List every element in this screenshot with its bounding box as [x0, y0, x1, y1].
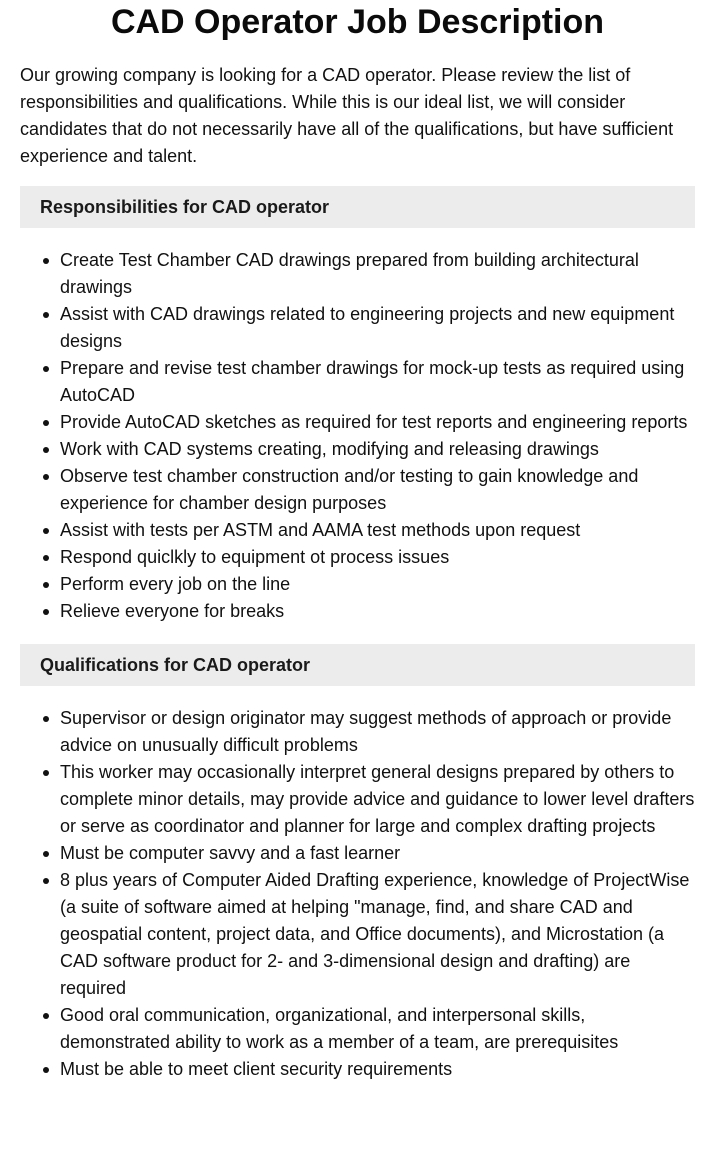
list-item: Work with CAD systems creating, modifying and releasing drawings [60, 436, 695, 463]
list-item: 8 plus years of Computer Aided Drafting experience, knowledge of ProjectWise (a suite of software aimed at helping "manage, find, and share CAD and geospatial content, project data, and Office documents), and Microstation (a CAD software product for 2- and 3-dimensional design and drafting) are required [60, 867, 695, 1002]
list-item: Respond quiclkly to equipment ot process issues [60, 544, 695, 571]
responsibilities-list [20, 247, 695, 625]
list-item: Supervisor or design originator may suggest methods of approach or provide advice on unusually difficult problems [60, 705, 695, 759]
list-item: Must be able to meet client security requirements [60, 1056, 695, 1083]
list-item: Good oral communication, organizational, and interpersonal skills, demonstrated ability to work as a member of a team, are prerequisites [60, 1002, 695, 1056]
list-item: Create Test Chamber CAD drawings prepared from building architectural drawings [60, 247, 695, 301]
list-item: Relieve everyone for breaks [60, 598, 695, 625]
page-title: CAD Operator Job Description [110, 3, 605, 41]
list-item: Assist with tests per ASTM and AAMA test methods upon request [60, 517, 695, 544]
intro-paragraph: Our growing company is looking for a CAD operator. Please review the list of responsibilities and qualifications. While this is our ideal list, we will consider candidates that do not necessarily have all of the qualifications, but have sufficient experience and talent. [20, 65, 674, 166]
list-item: Perform every job on the line [60, 571, 695, 598]
list-item: Observe test chamber construction and/or testing to gain knowledge and experience for chamber design purposes [60, 463, 695, 517]
list-item: Prepare and revise test chamber drawings for mock-up tests as required using AutoCAD [60, 355, 695, 409]
responsibilities-heading: Responsibilities for CAD operator [20, 186, 695, 228]
list-item: This worker may occasionally interpret general designs prepared by others to complete minor details, may provide advice and guidance to lower level drafters or serve as coordinator and planner for large and complex drafting projects [60, 759, 695, 840]
qualifications-heading: Qualifications for CAD operator [20, 644, 695, 686]
qualifications-list [20, 705, 695, 1083]
list-item: Must be computer savvy and a fast learner [60, 840, 695, 867]
list-item: Assist with CAD drawings related to engineering projects and new equipment designs [60, 301, 695, 355]
list-item: Provide AutoCAD sketches as required for test reports and engineering reports [60, 409, 695, 436]
